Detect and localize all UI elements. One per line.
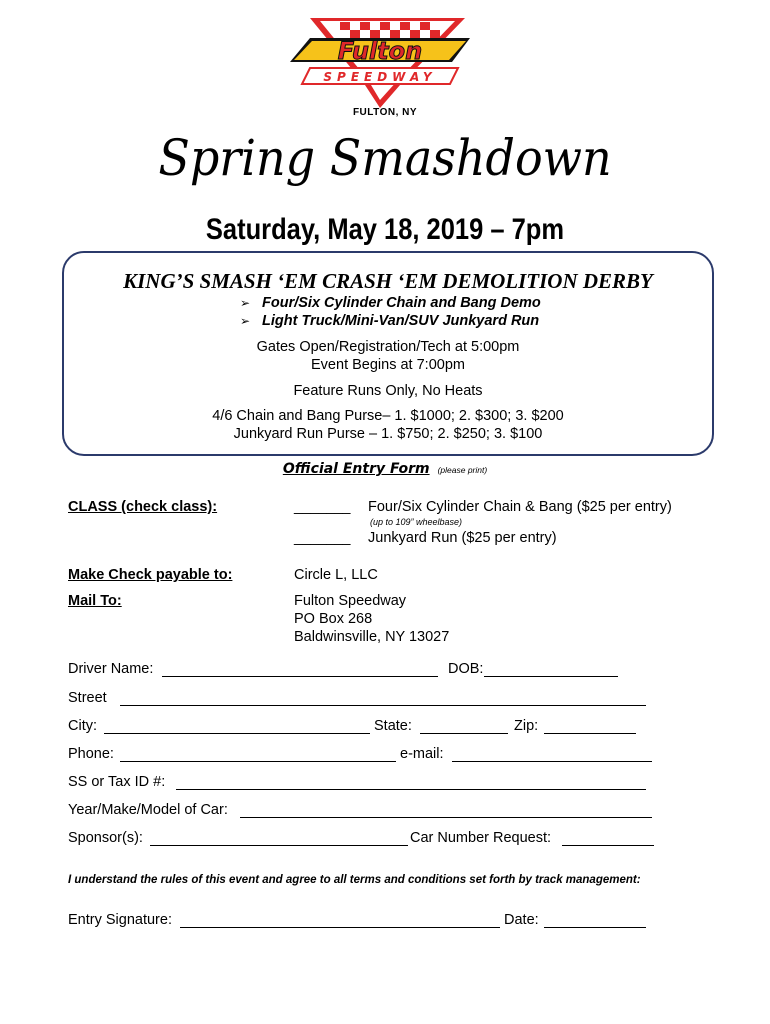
entry-signature-field[interactable] <box>180 927 500 928</box>
logo-subtitle-text: SPEEDWAY <box>323 70 437 84</box>
check-payable-label: Make Check payable to: <box>68 567 233 583</box>
class1-note: (up to 109” wheelbase) <box>370 517 463 527</box>
phone-row <box>68 745 668 765</box>
class2-checkbox-blank[interactable]: _______ <box>294 530 351 546</box>
ss-tax-label: SS or Tax ID #: <box>68 774 166 790</box>
driver-row <box>68 660 668 680</box>
bullet-item <box>240 294 541 312</box>
car-row <box>68 801 668 821</box>
city-row <box>68 717 668 737</box>
zip-field[interactable] <box>544 733 636 734</box>
ss-row <box>68 773 668 793</box>
phone-field[interactable] <box>120 761 396 762</box>
signature-date-field[interactable] <box>544 927 646 928</box>
street-label: Street <box>68 690 107 706</box>
arrow-bullet-icon: ➢ <box>240 296 251 310</box>
driver-name-field[interactable] <box>162 676 438 677</box>
phone-label: Phone: <box>68 746 114 762</box>
class1-option: Four/Six Cylinder Chain & Bang ($25 per entry) <box>368 499 672 515</box>
sponsor-row <box>68 829 668 849</box>
class2-option: Junkyard Run ($25 per entry) <box>368 530 557 546</box>
car-number-label: Car Number Request: <box>410 830 552 846</box>
city-field[interactable] <box>104 733 370 734</box>
class1-checkbox-blank[interactable]: _______ <box>294 499 351 515</box>
logo-brand-text: Fulton <box>337 37 423 65</box>
event-begins-text: Event Begins at 7:00pm <box>311 357 465 373</box>
event-script-title: Spring Smashdown <box>158 129 612 187</box>
signature-date-label: Date: <box>504 912 539 928</box>
street-row <box>68 689 668 709</box>
mail-line: PO Box 268 <box>294 611 373 627</box>
arrow-bullet-icon: ➢ <box>240 314 251 328</box>
year-make-model-field[interactable] <box>240 817 652 818</box>
dob-field[interactable] <box>484 676 618 677</box>
agreement-statement: I understand the rules of this event and agree to all terms and conditions set forth by track management: <box>68 874 641 886</box>
class-label: CLASS (check class): <box>68 499 218 515</box>
city-label: City: <box>68 718 97 734</box>
derby-title: KING’S SMASH ‘EM CRASH ‘EM DEMOLITION DERBY <box>123 269 653 293</box>
street-field[interactable] <box>120 705 646 706</box>
ss-tax-field[interactable] <box>176 789 646 790</box>
mail-line: Baldwinsville, NY 13027 <box>294 629 450 645</box>
feature-runs-text: Feature Runs Only, No Heats <box>293 383 483 399</box>
mail-line: Fulton Speedway <box>294 593 407 609</box>
car-number-field[interactable] <box>562 845 654 846</box>
zip-label: Zip: <box>514 718 539 734</box>
location-label: FULTON, NY <box>352 107 418 118</box>
signature-row <box>68 911 668 931</box>
bullet-text: Light Truck/Mini-Van/SUV Junkyard Run <box>262 313 540 329</box>
sponsor-label: Sponsor(s): <box>68 830 143 846</box>
sponsor-field[interactable] <box>150 845 408 846</box>
state-field[interactable] <box>420 733 508 734</box>
event-date-line: Saturday, May 18, 2019 – 7pm <box>205 213 565 246</box>
junkyard-purse-text: Junkyard Run Purse – 1. $750; 2. $250; 3. $100 <box>233 426 543 442</box>
bullet-item <box>240 312 539 330</box>
entry-form-note: (please print) <box>437 465 488 475</box>
bullet-text: Four/Six Cylinder Chain and Bang Demo <box>262 295 541 311</box>
mail-to-label: Mail To: <box>68 593 122 609</box>
driver-name-label: Driver Name: <box>68 661 154 677</box>
email-label: e-mail: <box>400 746 444 762</box>
entry-form-heading <box>0 460 770 478</box>
year-make-model-label: Year/Make/Model of Car: <box>68 802 228 818</box>
check-payable-value: Circle L, LLC <box>294 567 378 583</box>
fulton-speedway-logo <box>280 10 480 110</box>
state-label: State: <box>374 718 412 734</box>
dob-label: DOB: <box>448 661 484 677</box>
gates-open-text: Gates Open/Registration/Tech at 5:00pm <box>256 339 520 355</box>
chain-bang-purse-text: 4/6 Chain and Bang Purse– 1. $1000; 2. $300; 3. $200 <box>212 408 564 424</box>
email-field[interactable] <box>452 761 652 762</box>
entry-form-title: Official Entry Form <box>282 461 430 477</box>
entry-signature-label: Entry Signature: <box>68 912 172 928</box>
